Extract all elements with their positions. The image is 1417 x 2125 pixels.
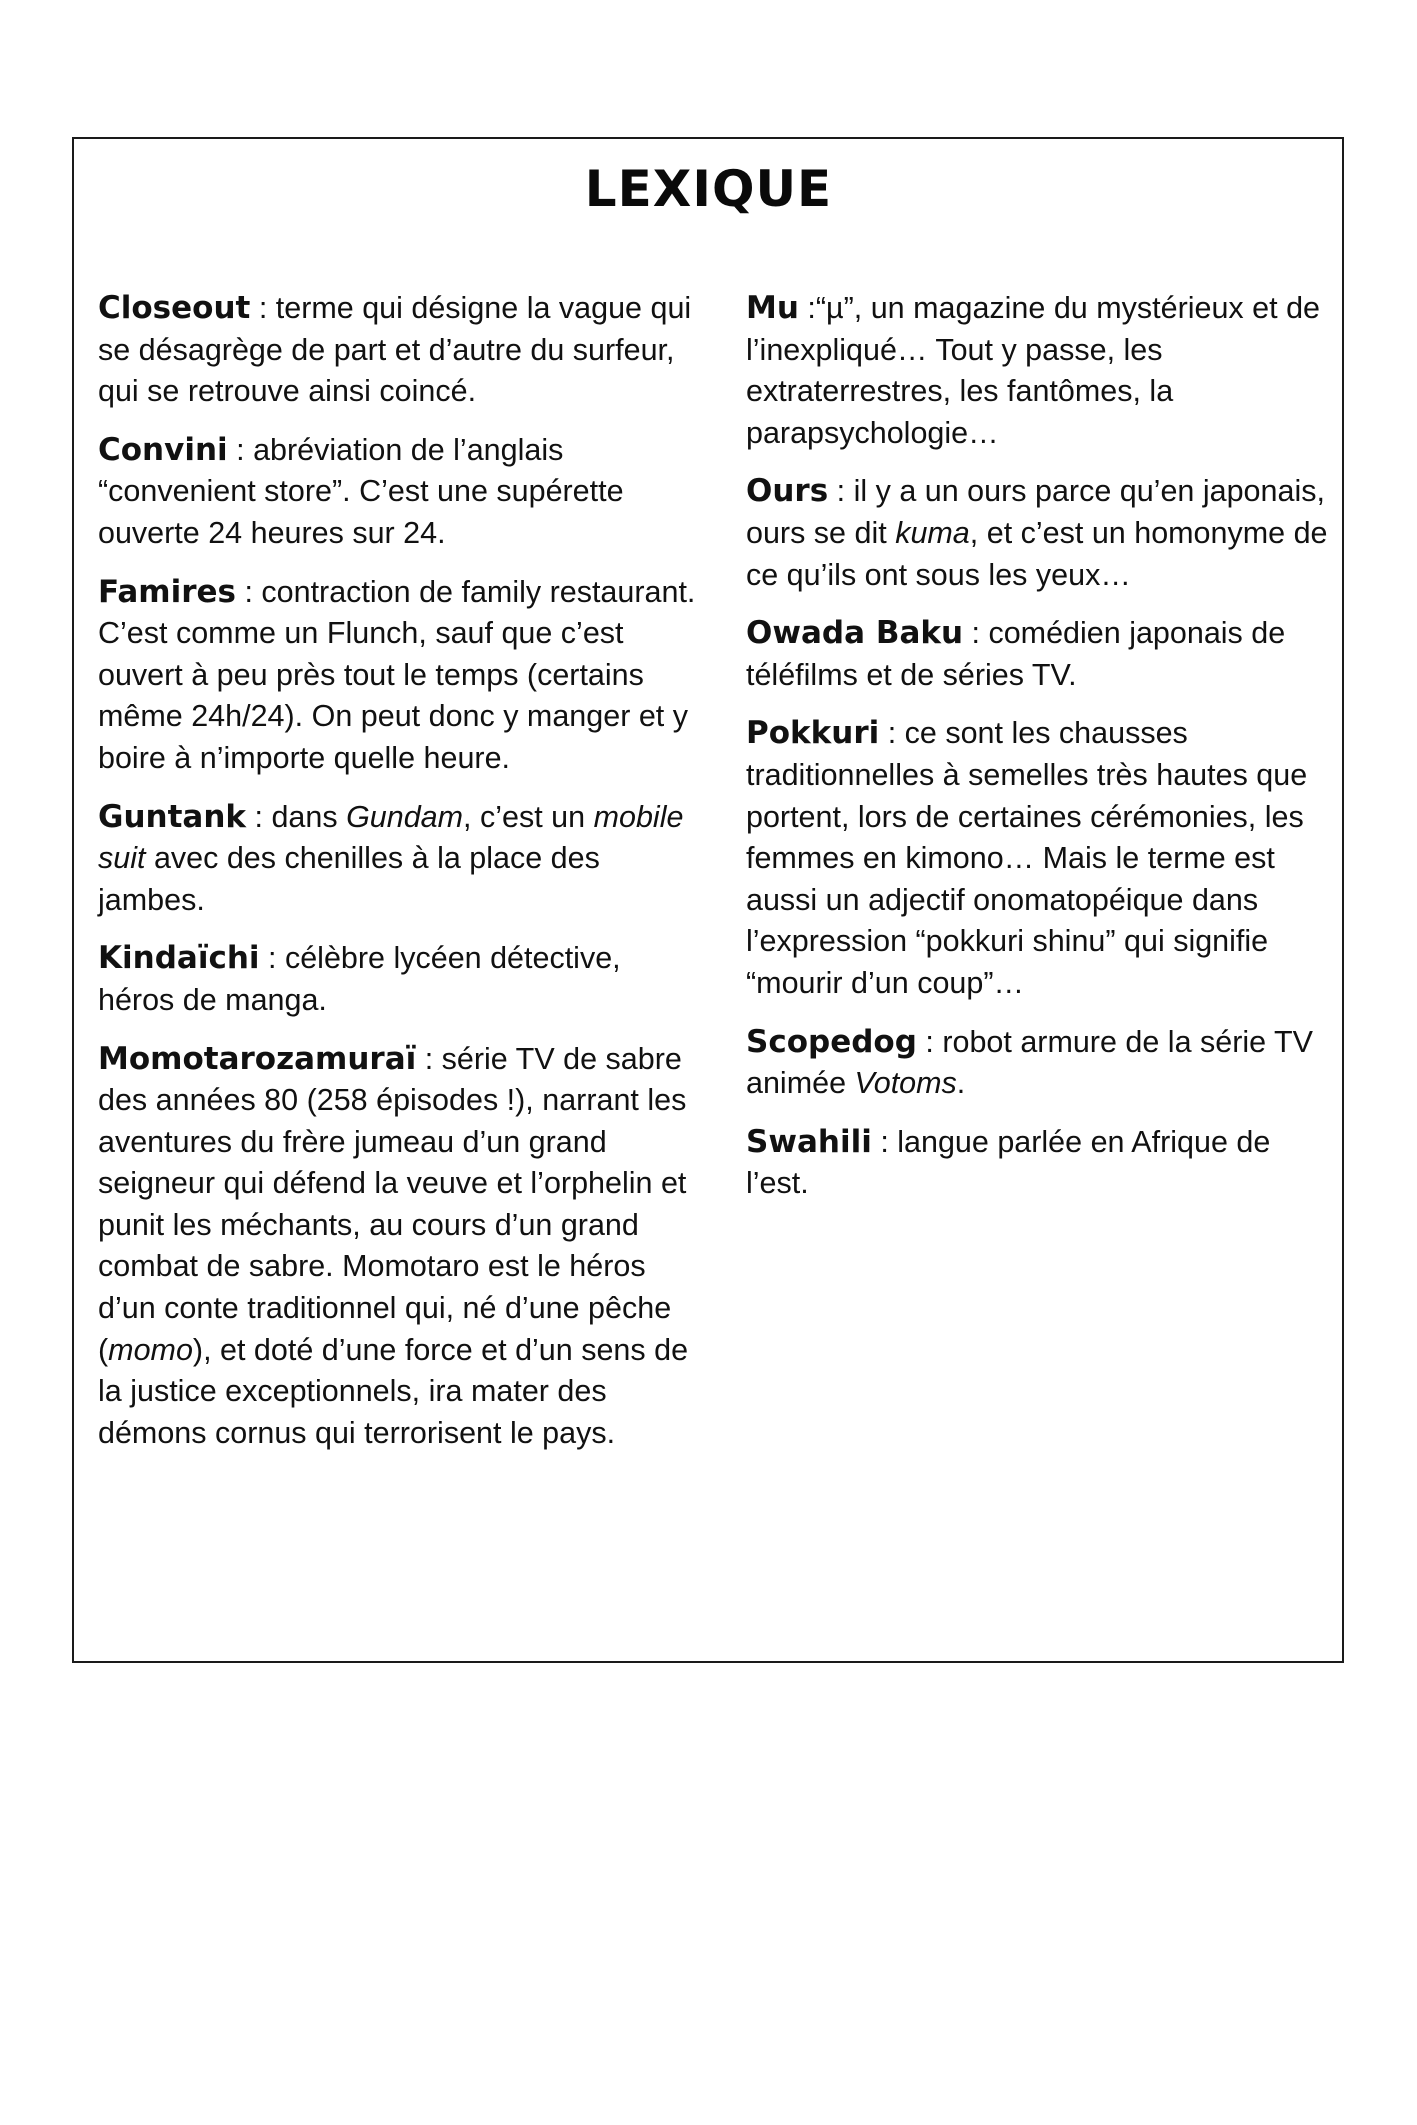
definition-segment: contraction de family restaurant. C’est comme un Flunch, sauf que c’est ouvert à peu près tout le temps (certains même 24h/24). On peut donc y manger et y boire à n’importe quelle heure. xyxy=(98,574,696,775)
definition-italic-segment: Votoms xyxy=(854,1066,957,1101)
lexicon-entry xyxy=(746,471,1336,596)
entry-term: Famires xyxy=(98,573,236,610)
lexicon-entry xyxy=(98,797,698,922)
entry-definition xyxy=(98,1042,688,1450)
entry-term: Kindaïchi xyxy=(98,940,260,977)
entry-separator: : xyxy=(416,1041,442,1076)
entry-term: Pokkuri xyxy=(746,715,880,752)
definition-segment: robot armure de la série TV animée xyxy=(746,1024,1314,1101)
entry-separator: : xyxy=(259,941,285,976)
definition-segment: “µ”, un magazine du mystérieux et de l’inexpliqué… Tout y passe, les extraterrestres, les fantômes, la parapsychologie… xyxy=(746,291,1320,450)
entry-term: Ours xyxy=(746,473,829,510)
entry-separator: : xyxy=(235,574,262,609)
entry-separator: : xyxy=(246,799,272,834)
entry-term: Convini xyxy=(98,431,228,468)
definition-segment: dans xyxy=(271,799,347,834)
definition-segment: comédien japonais de téléfilms et de séries TV. xyxy=(746,616,1286,692)
entry-term: Momotarozamuraï xyxy=(98,1040,417,1077)
page-title: LEXIQUE xyxy=(584,160,833,218)
definition-italic-segment: Gundam xyxy=(346,799,464,834)
lexicon-column-left xyxy=(98,288,698,1471)
lexicon-entry xyxy=(746,1122,1336,1205)
lexicon-entry xyxy=(98,430,698,555)
lexicon-entry xyxy=(98,572,698,780)
entry-separator: : xyxy=(879,716,905,751)
entry-term: Closeout xyxy=(98,290,251,326)
lexicon-entry xyxy=(98,938,698,1021)
lexicon-entry xyxy=(98,1039,698,1455)
definition-segment: avec des chenilles à la place des jambes. xyxy=(98,841,600,917)
definition-segment: , c’est un xyxy=(463,799,594,834)
definition-segment: série TV de sabre des années 80 (258 épisodes !), narrant les aventures du frère jumeau d’un grand seigneur qui défend la veuve et l’orphelin et punit les méchants, au cours d’un grand combat de sabre. Momotaro est le héros d’un conte traditionnel qui, né d’une pêche ( xyxy=(98,1041,687,1367)
definition-italic-segment: momo xyxy=(108,1332,193,1367)
definition-italic-segment: mobile suit xyxy=(98,799,684,876)
entry-term: Mu xyxy=(746,290,799,326)
entry-term: Guntank xyxy=(98,798,247,835)
definition-segment: . xyxy=(956,1066,966,1101)
lexicon-entry xyxy=(746,613,1336,696)
definition-segment: terme qui désigne la vague qui se désagrège de part et d’autre du surfeur, qui se retrouve ainsi coincé. xyxy=(98,291,692,409)
definition-segment: ce sont les chausses traditionnelles à semelles très hautes que portent, lors de certaines cérémonies, les femmes en kimono… Mais le terme est aussi un adjectif onomatopéique dans l’expression “pokkuri shinu” qui signifie “mourir d’un coup”… xyxy=(746,716,1308,1000)
lexicon-entry xyxy=(98,288,698,413)
entry-separator: : xyxy=(871,1124,898,1159)
entry-separator: : xyxy=(250,291,276,325)
lexicon-entry xyxy=(746,1022,1336,1105)
definition-segment: il y a un ours parce qu’en japonais, ours se dit xyxy=(746,474,1325,550)
entry-separator: : xyxy=(227,432,254,467)
entry-term: Scopedog xyxy=(746,1023,917,1060)
entry-separator: : xyxy=(916,1024,943,1059)
lexicon-entry xyxy=(746,288,1336,454)
entry-separator: : xyxy=(798,291,816,325)
entry-term: Owada Baku xyxy=(746,615,964,652)
entry-definition xyxy=(746,716,1307,1000)
definition-segment: ), et doté d’une force et d’un sens de la justice exceptionnels, ira mater des démons cornus qui terrorisent le pays. xyxy=(98,1332,689,1450)
lexicon-column-right xyxy=(746,288,1336,1222)
definition-segment: langue parlée en Afrique de l’est. xyxy=(746,1124,1271,1201)
entry-definition xyxy=(746,291,1320,450)
definition-italic-segment: kuma xyxy=(895,515,970,550)
lexicon-entry xyxy=(746,713,1336,1004)
definition-segment: célèbre lycéen détective, héros de manga. xyxy=(98,941,621,1017)
entry-separator: : xyxy=(963,616,989,651)
definition-segment: , et c’est un homonyme de ce qu’ils ont sous les yeux… xyxy=(746,515,1328,592)
entry-separator: : xyxy=(828,474,854,509)
definition-segment: abréviation de l’anglais “convenient store”. C’est une supérette ouverte 24 heures sur 24. xyxy=(98,432,624,550)
entry-term: Swahili xyxy=(746,1123,872,1160)
